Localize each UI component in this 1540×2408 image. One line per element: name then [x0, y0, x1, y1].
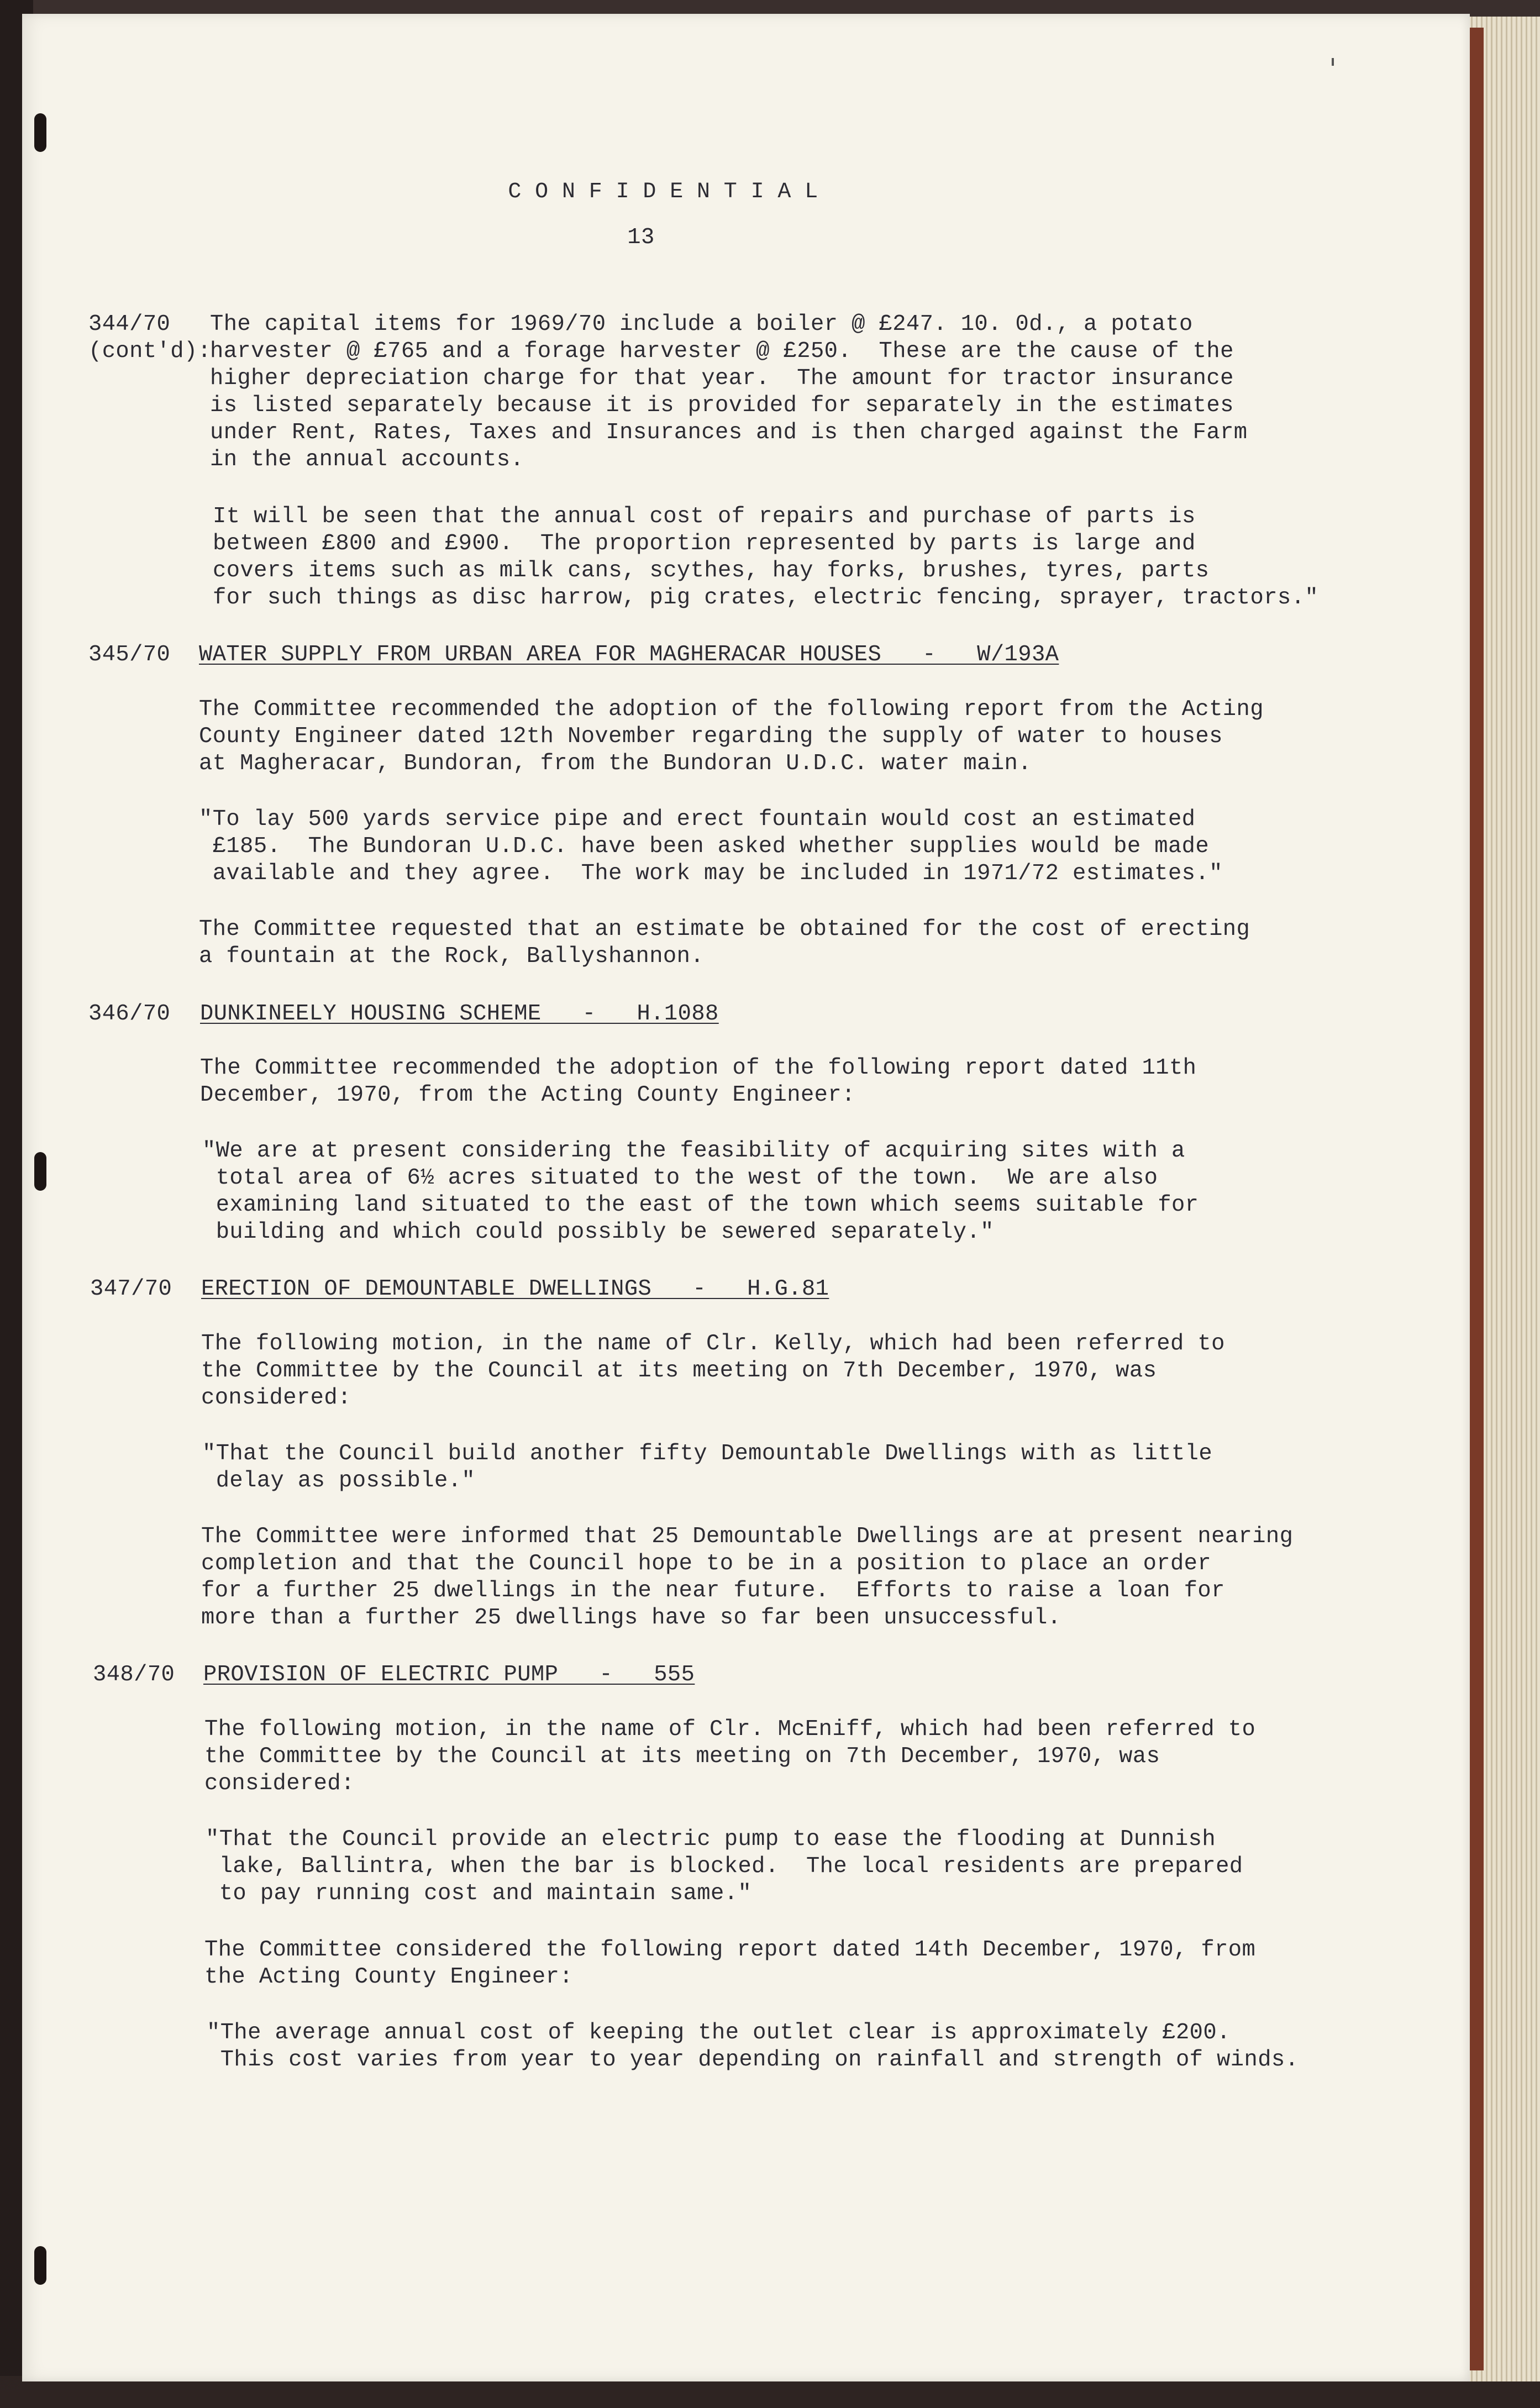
quote-line: This cost varies from year to year depending on rainfall and strength of winds.: [207, 2047, 1299, 2073]
item-number: 345/70: [88, 642, 171, 667]
paragraph-line: completion and that the Council hope to be in a position to place an order: [201, 1551, 1212, 1576]
item-continued-label: (cont'd):: [88, 339, 212, 364]
paragraph-line: The capital items for 1969/70 include a boiler @ £247. 10. 0d., a potato: [210, 312, 1193, 337]
paragraph-line: covers items such as milk cans, scythes, hay forks, brushes, tyres, parts: [213, 558, 1210, 583]
paragraph-line: a fountain at the Rock, Ballyshannon.: [199, 944, 705, 969]
quote-line: available and they agree. The work may be included in 1971/72 estimates.": [199, 861, 1223, 886]
section-heading: ERECTION OF DEMOUNTABLE DWELLINGS - H.G.81: [201, 1276, 829, 1302]
section-heading: DUNKINEELY HOUSING SCHEME - H.1088: [200, 1001, 719, 1027]
binder-ring: [34, 113, 46, 152]
paragraph-line: County Engineer dated 12th November regarding the supply of water to houses: [199, 724, 1223, 749]
quote-line: £185. The Bundoran U.D.C. have been asked whether supplies would be made: [199, 834, 1210, 859]
paragraph-line: is listed separately because it is provided for separately in the estimates: [210, 393, 1234, 418]
paragraph-line: considered:: [201, 1385, 351, 1411]
quote-line: examining land situated to the east of the town which seems suitable for: [202, 1192, 1199, 1218]
paragraph-line: harvester @ £765 and a forage harvester @ £250. These are the cause of the: [210, 339, 1234, 364]
paragraph-line: The Committee recommended the adoption of the following report dated 11th: [200, 1055, 1197, 1081]
quote-line: lake, Ballintra, when the bar is blocked. The local residents are prepared: [206, 1854, 1243, 1879]
paragraph-line: higher depreciation charge for that year. The amount for tractor insurance: [210, 366, 1234, 391]
paragraph-line: more than a further 25 dwellings have so far been unsuccessful.: [201, 1605, 1061, 1631]
paragraph-line: December, 1970, from the Acting County Engineer:: [200, 1082, 855, 1108]
confidential-label: C O N F I D E N T I A L: [508, 180, 818, 204]
quote-line: total area of 6½ acres situated to the west of the town. We are also: [202, 1165, 1158, 1191]
paragraph-line: It will be seen that the annual cost of repairs and purchase of parts is: [213, 504, 1196, 529]
paragraph-line: at Magheracar, Bundoran, from the Bundoran U.D.C. water main.: [199, 751, 1032, 776]
paragraph-line: The following motion, in the name of Clr. Kelly, which had been referred to: [201, 1331, 1225, 1357]
paragraph-line: The Committee recommended the adoption of the following report from the Acting: [199, 697, 1264, 722]
paragraph-line: The following motion, in the name of Clr. McEniff, which had been referred to: [204, 1717, 1256, 1742]
item-number: 346/70: [88, 1001, 171, 1027]
quote-line: "That the Council build another fifty Demountable Dwellings with as little: [202, 1441, 1213, 1466]
paragraph-line: The Committee requested that an estimate be obtained for the cost of erecting: [199, 917, 1250, 942]
quote-line: "That the Council provide an electric pump to ease the flooding at Dunnish: [206, 1827, 1216, 1852]
paragraph-line: the Acting County Engineer:: [204, 1964, 574, 1990]
paragraph-line: considered:: [204, 1771, 355, 1796]
paragraph-line: under Rent, Rates, Taxes and Insurances and is then charged against the Farm: [210, 420, 1248, 445]
item-number: 347/70: [90, 1276, 172, 1302]
binder-ring: [34, 2246, 46, 2285]
paragraph-line: The Committee considered the following report dated 14th December, 1970, from: [204, 1937, 1256, 1963]
quote-line: "The average annual cost of keeping the outlet clear is approximately £200.: [207, 2020, 1231, 2046]
quote-line: delay as possible.": [202, 1468, 476, 1494]
item-number: 344/70: [88, 312, 171, 337]
page-number: 13: [627, 225, 655, 250]
paragraph-line: in the annual accounts.: [210, 447, 524, 472]
paragraph-line: the Committee by the Council at its meeting on 7th December, 1970, was: [204, 1744, 1160, 1769]
paragraph-line: the Committee by the Council at its meeting on 7th December, 1970, was: [201, 1358, 1157, 1384]
paragraph-line: The Committee were informed that 25 Demountable Dwellings are at present nearing: [201, 1524, 1294, 1549]
section-heading: WATER SUPPLY FROM URBAN AREA FOR MAGHERACAR HOUSES - W/193A: [199, 642, 1059, 667]
ink-mark: [1332, 58, 1334, 66]
quote-line: building and which could possibly be sewered separately.": [202, 1219, 994, 1245]
item-number: 348/70: [93, 1662, 175, 1687]
quote-line: "We are at present considering the feasibility of acquiring sites with a: [202, 1138, 1185, 1164]
quote-line: "To lay 500 yards service pipe and erect fountain would cost an estimated: [199, 807, 1196, 832]
paragraph-line: between £800 and £900. The proportion represented by parts is large and: [213, 531, 1196, 556]
paragraph-line: for a further 25 dwellings in the near future. Efforts to raise a loan for: [201, 1578, 1225, 1603]
paragraph-line: for such things as disc harrow, pig crates, electric fencing, sprayer, tractors.": [213, 585, 1319, 611]
quote-line: to pay running cost and maintain same.": [206, 1881, 752, 1906]
binder-ring: [34, 1152, 46, 1191]
section-heading: PROVISION OF ELECTRIC PUMP - 555: [203, 1662, 695, 1687]
